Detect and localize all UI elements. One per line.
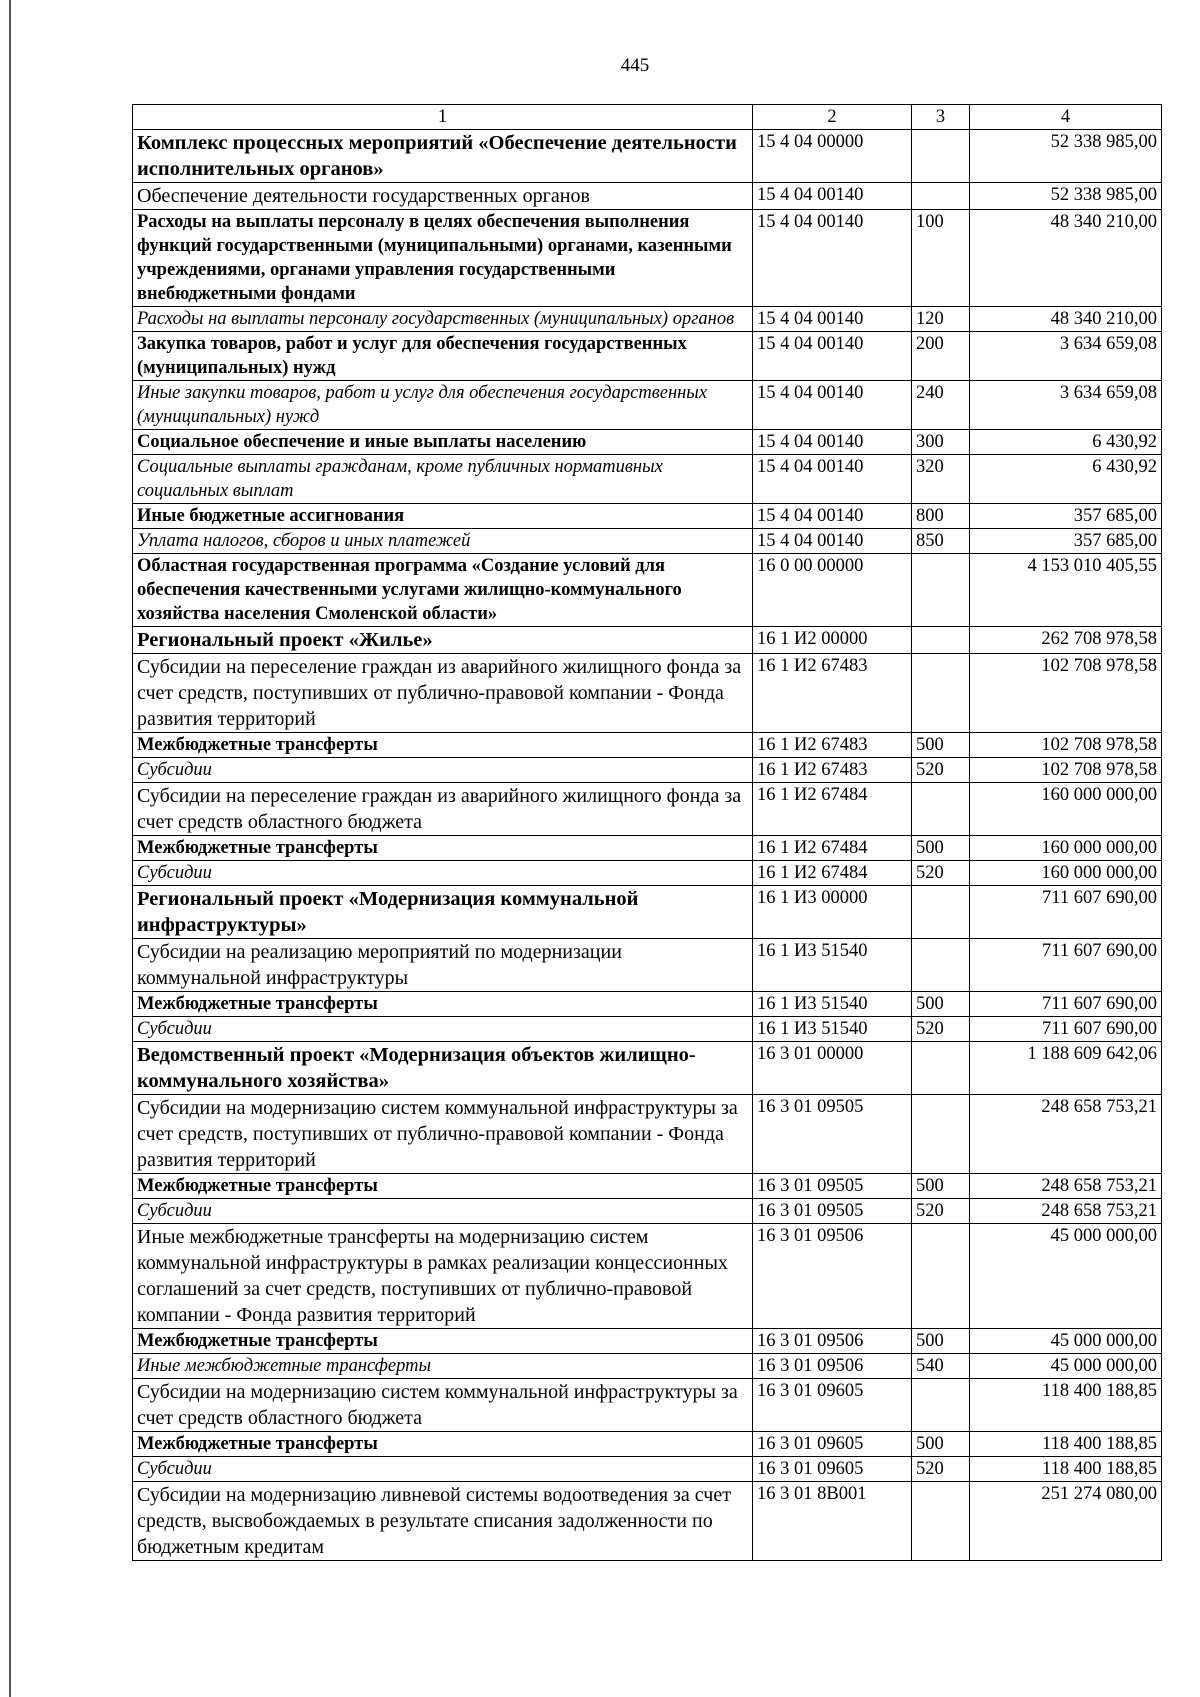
row-code-cell: 16 3 01 09505 xyxy=(753,1174,912,1199)
row-code-cell: 16 1 И2 67483 xyxy=(753,758,912,783)
row-name-cell: Межбюджетные трансферты xyxy=(133,836,753,861)
table-row xyxy=(133,1224,1162,1329)
row-expense-type-cell: 520 xyxy=(912,1457,970,1482)
row-code-cell: 15 4 04 00140 xyxy=(753,332,912,381)
row-code-cell: 15 4 04 00140 xyxy=(753,430,912,455)
row-code-cell: 16 1 И3 51540 xyxy=(753,1017,912,1042)
row-amount-cell: 711 607 690,00 xyxy=(970,886,1162,939)
row-amount-cell: 3 634 659,08 xyxy=(970,381,1162,430)
row-code-cell: 15 4 04 00140 xyxy=(753,183,912,210)
table-row xyxy=(133,1042,1162,1095)
row-code-cell: 15 4 04 00140 xyxy=(753,381,912,430)
header-col-1: 1 xyxy=(133,105,753,130)
row-name-cell: Иные межбюджетные трансферты xyxy=(133,1354,753,1379)
row-code-cell: 15 4 04 00140 xyxy=(753,455,912,504)
row-name-cell: Субсидии xyxy=(133,1017,753,1042)
row-name-cell: Уплата налогов, сборов и иных платежей xyxy=(133,529,753,554)
table-row xyxy=(133,886,1162,939)
table-row xyxy=(133,627,1162,654)
row-name-cell: Субсидии на реализацию мероприятий по модернизации коммунальной инфраструктуры xyxy=(133,939,753,992)
row-code-cell: 16 1 И2 00000 xyxy=(753,627,912,654)
row-amount-cell: 45 000 000,00 xyxy=(970,1354,1162,1379)
row-name-cell: Социальные выплаты гражданам, кроме публичных нормативных социальных выплат xyxy=(133,455,753,504)
row-name-cell: Межбюджетные трансферты xyxy=(133,1432,753,1457)
row-name-cell: Межбюджетные трансферты xyxy=(133,992,753,1017)
row-amount-cell: 160 000 000,00 xyxy=(970,861,1162,886)
row-expense-type-cell: 520 xyxy=(912,1017,970,1042)
table-row xyxy=(133,430,1162,455)
row-amount-cell: 711 607 690,00 xyxy=(970,992,1162,1017)
row-expense-type-cell: 520 xyxy=(912,861,970,886)
row-expense-type-cell: 500 xyxy=(912,1432,970,1457)
row-expense-type-cell: 300 xyxy=(912,430,970,455)
row-amount-cell: 1 188 609 642,06 xyxy=(970,1042,1162,1095)
row-code-cell: 15 4 04 00140 xyxy=(753,210,912,307)
row-code-cell: 16 1 И3 51540 xyxy=(753,992,912,1017)
table-row xyxy=(133,1432,1162,1457)
row-name-cell: Субсидии на модернизацию систем коммунальной инфраструктуры за счет средств, поступивших от публично-правовой компании - Фонда развития территорий xyxy=(133,1095,753,1174)
row-amount-cell: 52 338 985,00 xyxy=(970,130,1162,183)
row-amount-cell: 48 340 210,00 xyxy=(970,210,1162,307)
row-expense-type-cell: 850 xyxy=(912,529,970,554)
row-code-cell: 15 4 04 00140 xyxy=(753,529,912,554)
row-expense-type-cell xyxy=(912,654,970,733)
row-name-cell: Расходы на выплаты персоналу в целях обеспечения выполнения функций государственными (муниципальными) органами, казенными учреждениями, органами управления государственными внебюджетными фондами xyxy=(133,210,753,307)
row-name-cell: Иные бюджетные ассигнования xyxy=(133,504,753,529)
row-expense-type-cell xyxy=(912,939,970,992)
row-amount-cell: 102 708 978,58 xyxy=(970,733,1162,758)
row-name-cell: Расходы на выплаты персоналу государственных (муниципальных) органов xyxy=(133,307,753,332)
row-name-cell: Субсидии xyxy=(133,1199,753,1224)
row-expense-type-cell xyxy=(912,183,970,210)
row-expense-type-cell: 200 xyxy=(912,332,970,381)
row-code-cell: 16 3 01 09506 xyxy=(753,1329,912,1354)
row-name-cell: Межбюджетные трансферты xyxy=(133,1329,753,1354)
row-code-cell: 16 1 И3 00000 xyxy=(753,886,912,939)
row-expense-type-cell: 500 xyxy=(912,1174,970,1199)
table-row xyxy=(133,733,1162,758)
row-code-cell: 16 1 И2 67483 xyxy=(753,654,912,733)
row-amount-cell: 52 338 985,00 xyxy=(970,183,1162,210)
row-expense-type-cell xyxy=(912,783,970,836)
row-code-cell: 16 1 И2 67484 xyxy=(753,836,912,861)
row-expense-type-cell: 240 xyxy=(912,381,970,430)
table-row xyxy=(133,1482,1162,1561)
row-name-cell: Комплекс процессных мероприятий «Обеспечение деятельности исполнительных органов» xyxy=(133,130,753,183)
row-name-cell: Социальное обеспечение и иные выплаты населению xyxy=(133,430,753,455)
table-row xyxy=(133,183,1162,210)
row-name-cell: Межбюджетные трансферты xyxy=(133,733,753,758)
row-expense-type-cell: 120 xyxy=(912,307,970,332)
budget-table xyxy=(132,104,1162,1561)
row-name-cell: Иные закупки товаров, работ и услуг для обеспечения государственных (муниципальных) нужд xyxy=(133,381,753,430)
row-expense-type-cell: 540 xyxy=(912,1354,970,1379)
table-row xyxy=(133,307,1162,332)
row-amount-cell: 251 274 080,00 xyxy=(970,1482,1162,1561)
row-amount-cell: 711 607 690,00 xyxy=(970,939,1162,992)
row-expense-type-cell xyxy=(912,130,970,183)
row-amount-cell: 6 430,92 xyxy=(970,455,1162,504)
row-code-cell: 16 3 01 09605 xyxy=(753,1379,912,1432)
row-amount-cell: 160 000 000,00 xyxy=(970,836,1162,861)
row-expense-type-cell: 520 xyxy=(912,758,970,783)
row-amount-cell: 3 634 659,08 xyxy=(970,332,1162,381)
table-row xyxy=(133,504,1162,529)
row-code-cell: 16 3 01 8В001 xyxy=(753,1482,912,1561)
table-row xyxy=(133,1095,1162,1174)
row-expense-type-cell: 500 xyxy=(912,836,970,861)
row-expense-type-cell: 500 xyxy=(912,992,970,1017)
table-row xyxy=(133,1199,1162,1224)
row-expense-type-cell: 100 xyxy=(912,210,970,307)
row-amount-cell: 357 685,00 xyxy=(970,504,1162,529)
row-name-cell: Региональный проект «Жилье» xyxy=(133,627,753,654)
row-expense-type-cell: 500 xyxy=(912,1329,970,1354)
row-name-cell: Межбюджетные трансферты xyxy=(133,1174,753,1199)
row-name-cell: Иные межбюджетные трансферты на модернизацию систем коммунальной инфраструктуры в рамках реализации концессионных соглашений за счет средств, поступивших от публично-правовой компании - Фонда развития территорий xyxy=(133,1224,753,1329)
row-code-cell: 16 3 01 09505 xyxy=(753,1199,912,1224)
table-row xyxy=(133,861,1162,886)
table-row xyxy=(133,836,1162,861)
row-amount-cell: 118 400 188,85 xyxy=(970,1432,1162,1457)
row-code-cell: 16 3 01 00000 xyxy=(753,1042,912,1095)
row-name-cell: Субсидии на модернизацию систем коммунальной инфраструктуры за счет средств областного бюджета xyxy=(133,1379,753,1432)
table-row xyxy=(133,992,1162,1017)
table-row xyxy=(133,455,1162,504)
header-col-4: 4 xyxy=(970,105,1162,130)
row-name-cell: Субсидии на переселение граждан из аварийного жилищного фонда за счет средств областного бюджета xyxy=(133,783,753,836)
row-code-cell: 16 1 И3 51540 xyxy=(753,939,912,992)
row-code-cell: 15 4 04 00000 xyxy=(753,130,912,183)
row-name-cell: Ведомственный проект «Модернизация объектов жилищно-коммунального хозяйства» xyxy=(133,1042,753,1095)
row-code-cell: 15 4 04 00140 xyxy=(753,504,912,529)
page-number: 445 xyxy=(620,55,650,76)
row-name-cell: Субсидии на модернизацию ливневой системы водоотведения за счет средств, высвобождаемых в результате списания задолженности по бюджетным кредитам xyxy=(133,1482,753,1561)
table-body xyxy=(133,130,1162,1561)
row-code-cell: 16 3 01 09605 xyxy=(753,1457,912,1482)
row-expense-type-cell xyxy=(912,886,970,939)
row-amount-cell: 4 153 010 405,55 xyxy=(970,554,1162,627)
row-code-cell: 16 1 И2 67484 xyxy=(753,861,912,886)
row-name-cell: Субсидии на переселение граждан из аварийного жилищного фонда за счет средств, поступивших от публично-правовой компании - Фонда развития территорий xyxy=(133,654,753,733)
row-amount-cell: 357 685,00 xyxy=(970,529,1162,554)
row-amount-cell: 102 708 978,58 xyxy=(970,758,1162,783)
row-name-cell: Областная государственная программа «Создание условий для обеспечения качественными услугами жилищно-коммунального хозяйства населения Смоленской области» xyxy=(133,554,753,627)
table-row xyxy=(133,130,1162,183)
row-expense-type-cell xyxy=(912,1482,970,1561)
row-code-cell: 16 0 00 00000 xyxy=(753,554,912,627)
table-row xyxy=(133,939,1162,992)
table-row xyxy=(133,381,1162,430)
row-amount-cell: 248 658 753,21 xyxy=(970,1095,1162,1174)
table-header-row xyxy=(133,105,1162,130)
row-amount-cell: 6 430,92 xyxy=(970,430,1162,455)
row-name-cell: Субсидии xyxy=(133,758,753,783)
row-expense-type-cell: 800 xyxy=(912,504,970,529)
table-row xyxy=(133,1017,1162,1042)
row-expense-type-cell xyxy=(912,1095,970,1174)
table-row xyxy=(133,332,1162,381)
row-amount-cell: 45 000 000,00 xyxy=(970,1329,1162,1354)
row-amount-cell: 118 400 188,85 xyxy=(970,1457,1162,1482)
row-amount-cell: 45 000 000,00 xyxy=(970,1224,1162,1329)
row-code-cell: 16 1 И2 67484 xyxy=(753,783,912,836)
row-code-cell: 16 3 01 09605 xyxy=(753,1432,912,1457)
table-row xyxy=(133,758,1162,783)
row-code-cell: 16 3 01 09506 xyxy=(753,1224,912,1329)
table-row xyxy=(133,654,1162,733)
row-amount-cell: 711 607 690,00 xyxy=(970,1017,1162,1042)
table-row xyxy=(133,1354,1162,1379)
row-name-cell: Субсидии xyxy=(133,1457,753,1482)
row-amount-cell: 248 658 753,21 xyxy=(970,1174,1162,1199)
row-expense-type-cell xyxy=(912,627,970,654)
row-code-cell: 15 4 04 00140 xyxy=(753,307,912,332)
row-amount-cell: 102 708 978,58 xyxy=(970,654,1162,733)
row-expense-type-cell xyxy=(912,554,970,627)
table-row xyxy=(133,1457,1162,1482)
row-expense-type-cell: 320 xyxy=(912,455,970,504)
table-row xyxy=(133,783,1162,836)
row-amount-cell: 160 000 000,00 xyxy=(970,783,1162,836)
row-name-cell: Закупка товаров, работ и услуг для обеспечения государственных (муниципальных) нужд xyxy=(133,332,753,381)
row-name-cell: Региональный проект «Модернизация коммунальной инфраструктуры» xyxy=(133,886,753,939)
row-expense-type-cell: 520 xyxy=(912,1199,970,1224)
table-row xyxy=(133,1329,1162,1354)
row-amount-cell: 48 340 210,00 xyxy=(970,307,1162,332)
row-amount-cell: 262 708 978,58 xyxy=(970,627,1162,654)
table-row xyxy=(133,1174,1162,1199)
row-expense-type-cell: 500 xyxy=(912,733,970,758)
row-code-cell: 16 3 01 09506 xyxy=(753,1354,912,1379)
row-expense-type-cell xyxy=(912,1042,970,1095)
row-code-cell: 16 1 И2 67483 xyxy=(753,733,912,758)
table-row xyxy=(133,1379,1162,1432)
header-col-3: 3 xyxy=(912,105,970,130)
row-expense-type-cell xyxy=(912,1224,970,1329)
row-expense-type-cell xyxy=(912,1379,970,1432)
row-amount-cell: 118 400 188,85 xyxy=(970,1379,1162,1432)
header-col-2: 2 xyxy=(753,105,912,130)
row-code-cell: 16 3 01 09505 xyxy=(753,1095,912,1174)
row-name-cell: Обеспечение деятельности государственных органов xyxy=(133,183,753,210)
table-row xyxy=(133,210,1162,307)
page-edge-line xyxy=(9,0,11,1697)
row-name-cell: Субсидии xyxy=(133,861,753,886)
row-amount-cell: 248 658 753,21 xyxy=(970,1199,1162,1224)
table-row xyxy=(133,529,1162,554)
table-row xyxy=(133,554,1162,627)
